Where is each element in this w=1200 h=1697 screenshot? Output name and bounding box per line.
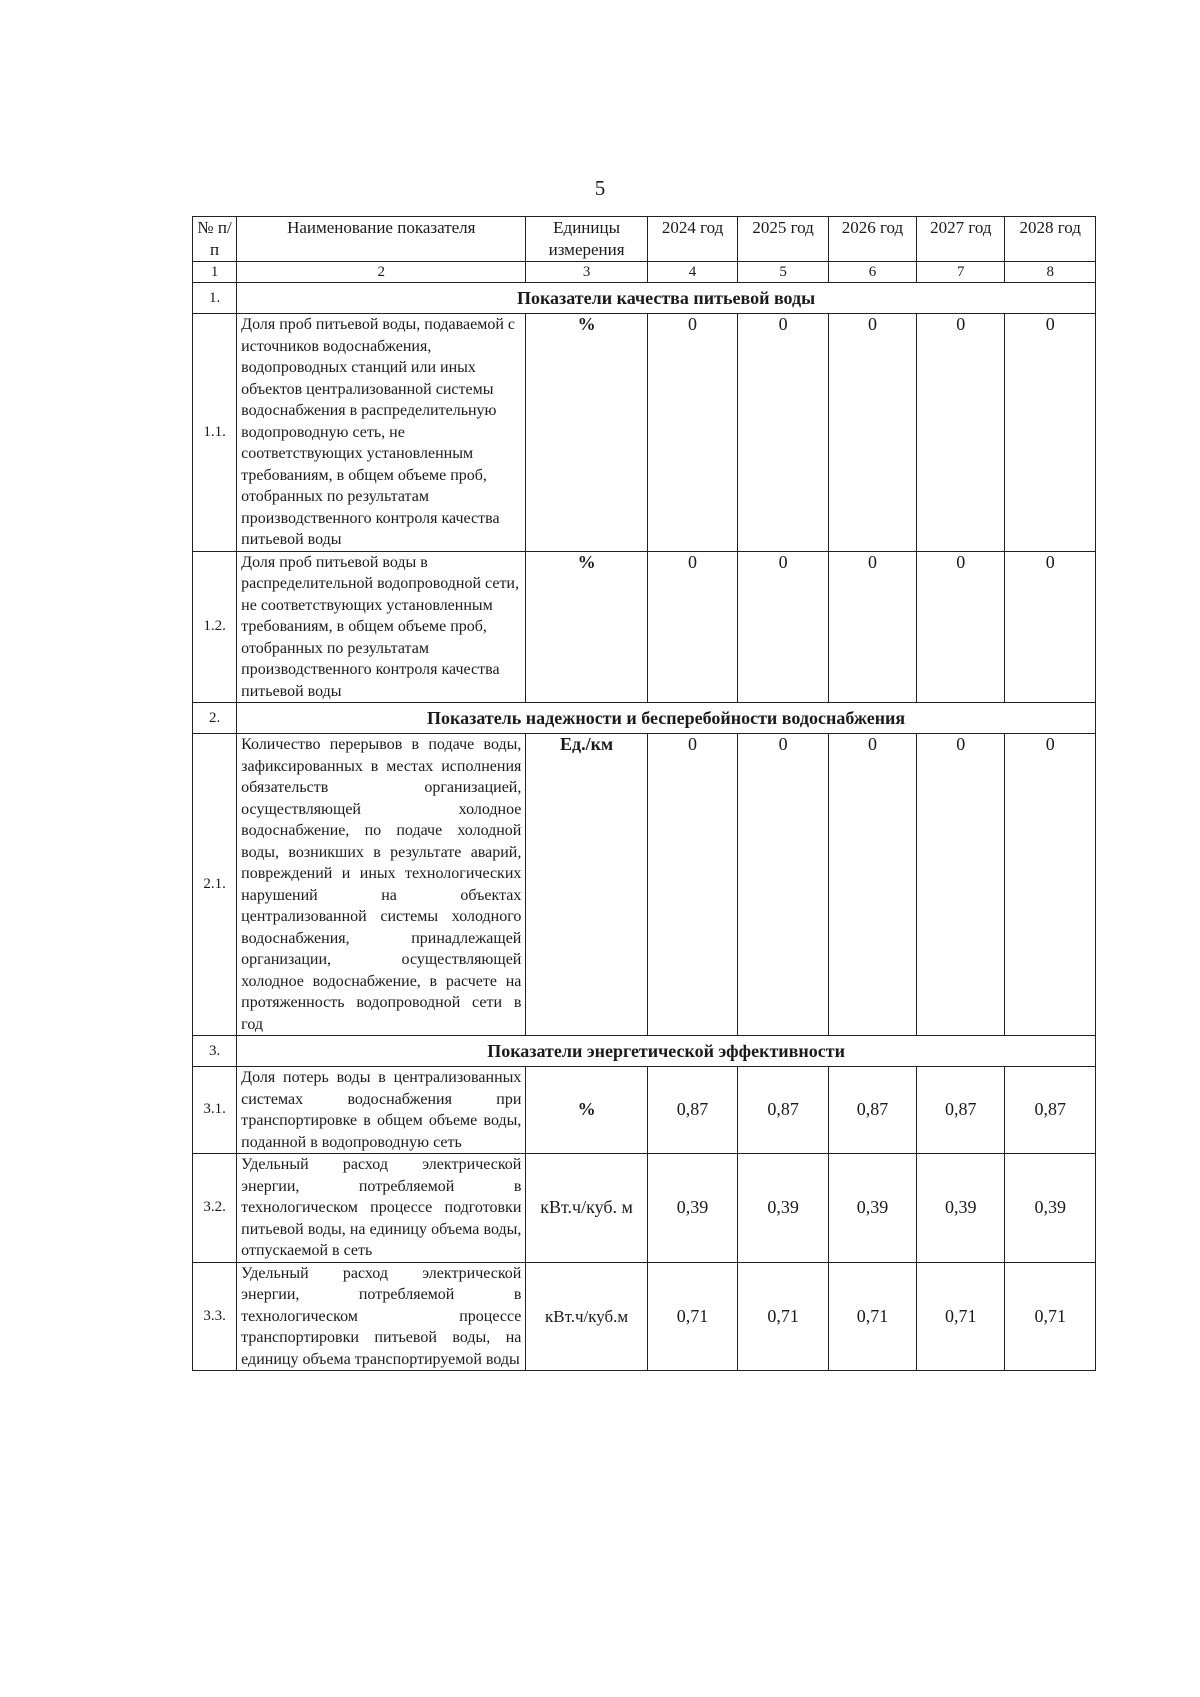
value-2027: 0,71 — [917, 1262, 1005, 1371]
row-number: 2.1. — [193, 734, 237, 1036]
unit-cell: Ед./км — [526, 734, 647, 1036]
value-2025: 0,71 — [738, 1262, 829, 1371]
section-number: 2. — [193, 703, 237, 734]
column-number: 5 — [738, 262, 829, 283]
row-number: 3.3. — [193, 1262, 237, 1371]
table-header-row — [193, 217, 1096, 262]
value-2025: 0 — [738, 734, 829, 1036]
indicator-name: Доля проб питьевой воды в распределительной водопроводной сети, не соответствующих установленным требованиям, в общем объеме проб, отобранных по результатам производственного контроля качества питьевой воды — [237, 551, 526, 703]
indicator-name: Доля потерь воды в централизованных системах водоснабжения при транспортировке в общем объеме воды, поданной в водопроводную сеть — [237, 1067, 526, 1154]
table-row — [193, 1067, 1096, 1154]
page-number: 5 — [594, 176, 606, 200]
value-2025: 0 — [738, 314, 829, 552]
section-title: Показатели качества питьевой воды — [237, 283, 1096, 314]
column-number: 7 — [917, 262, 1005, 283]
table-row — [193, 551, 1096, 703]
value-2028: 0 — [1005, 551, 1096, 703]
indicator-name: Количество перерывов в подаче воды, зафиксированных в местах исполнения обязательств организацией, осуществляющей холодное водоснабжение, по подаче холодной воды, возникших в результате аварий, повреждений и иных технологических нарушений на объектах централизованной системы холодного водоснабжения, принадлежащей организации, осуществляющей холодное водоснабжение, в расчете на протяженность водопроводной сети в год — [237, 734, 526, 1036]
value-2028: 0,39 — [1005, 1154, 1096, 1263]
value-2026: 0 — [828, 551, 916, 703]
unit-cell: % — [526, 551, 647, 703]
unit-cell: % — [526, 1067, 647, 1154]
header-year-2027: 2027 год — [917, 217, 1005, 262]
column-number: 8 — [1005, 262, 1096, 283]
row-number: 1.2. — [193, 551, 237, 703]
unit-cell: кВт.ч/куб. м — [526, 1154, 647, 1263]
row-number: 3.1. — [193, 1067, 237, 1154]
value-2024: 0 — [647, 314, 738, 552]
value-2028: 0 — [1005, 314, 1096, 552]
value-2027: 0,87 — [917, 1067, 1005, 1154]
value-2024: 0,71 — [647, 1262, 738, 1371]
indicators-table — [192, 216, 1096, 1371]
indicator-name: Удельный расход электрической энергии, потребляемой в технологическом процессе подготовки питьевой воды, на единицу объема воды, отпускаемой в сеть — [237, 1154, 526, 1263]
column-number: 4 — [647, 262, 738, 283]
header-year-2026: 2026 год — [828, 217, 916, 262]
header-year-2024: 2024 год — [647, 217, 738, 262]
header-unit: Единицы измерения — [526, 217, 647, 262]
table-row — [193, 1154, 1096, 1263]
column-number-row — [193, 262, 1096, 283]
value-2026: 0,87 — [828, 1067, 916, 1154]
value-2026: 0 — [828, 314, 916, 552]
table-row — [193, 1262, 1096, 1371]
value-2025: 0,39 — [738, 1154, 829, 1263]
value-2027: 0 — [917, 314, 1005, 552]
column-number: 2 — [237, 262, 526, 283]
header-year-2028: 2028 год — [1005, 217, 1096, 262]
value-2026: 0 — [828, 734, 916, 1036]
value-2024: 0,39 — [647, 1154, 738, 1263]
header-num: № п/п — [193, 217, 237, 262]
value-2025: 0,87 — [738, 1067, 829, 1154]
value-2027: 0 — [917, 551, 1005, 703]
value-2028: 0 — [1005, 734, 1096, 1036]
section-number: 3. — [193, 1036, 237, 1067]
table-row — [193, 734, 1096, 1036]
value-2026: 0,71 — [828, 1262, 916, 1371]
indicator-name: Доля проб питьевой воды, подаваемой с источников водоснабжения, водопроводных станций или иных объектов централизованной системы водоснабжения в распределительную водопроводную сеть, не соответствующих установленным требованиям, в общем объеме проб, отобранных по результатам производственного контроля качества питьевой воды — [237, 314, 526, 552]
value-2028: 0,71 — [1005, 1262, 1096, 1371]
column-number: 1 — [193, 262, 237, 283]
value-2027: 0 — [917, 734, 1005, 1036]
row-number: 1.1. — [193, 314, 237, 552]
unit-cell: % — [526, 314, 647, 552]
section-title: Показатель надежности и бесперебойности водоснабжения — [237, 703, 1096, 734]
value-2028: 0,87 — [1005, 1067, 1096, 1154]
value-2027: 0,39 — [917, 1154, 1005, 1263]
value-2024: 0,87 — [647, 1067, 738, 1154]
column-number: 6 — [828, 262, 916, 283]
section-row — [193, 283, 1096, 314]
value-2024: 0 — [647, 551, 738, 703]
table-row — [193, 314, 1096, 552]
section-row — [193, 1036, 1096, 1067]
unit-cell: кВт.ч/куб.м — [526, 1262, 647, 1371]
indicator-name: Удельный расход электрической энергии, потребляемой в технологическом процессе транспортировки питьевой воды, на единицу объема транспортируемой воды — [237, 1262, 526, 1371]
header-year-2025: 2025 год — [738, 217, 829, 262]
header-name: Наименование показателя — [237, 217, 526, 262]
value-2026: 0,39 — [828, 1154, 916, 1263]
section-number: 1. — [193, 283, 237, 314]
value-2024: 0 — [647, 734, 738, 1036]
row-number: 3.2. — [193, 1154, 237, 1263]
section-title: Показатели энергетической эффективности — [237, 1036, 1096, 1067]
column-number: 3 — [526, 262, 647, 283]
value-2025: 0 — [738, 551, 829, 703]
section-row — [193, 703, 1096, 734]
